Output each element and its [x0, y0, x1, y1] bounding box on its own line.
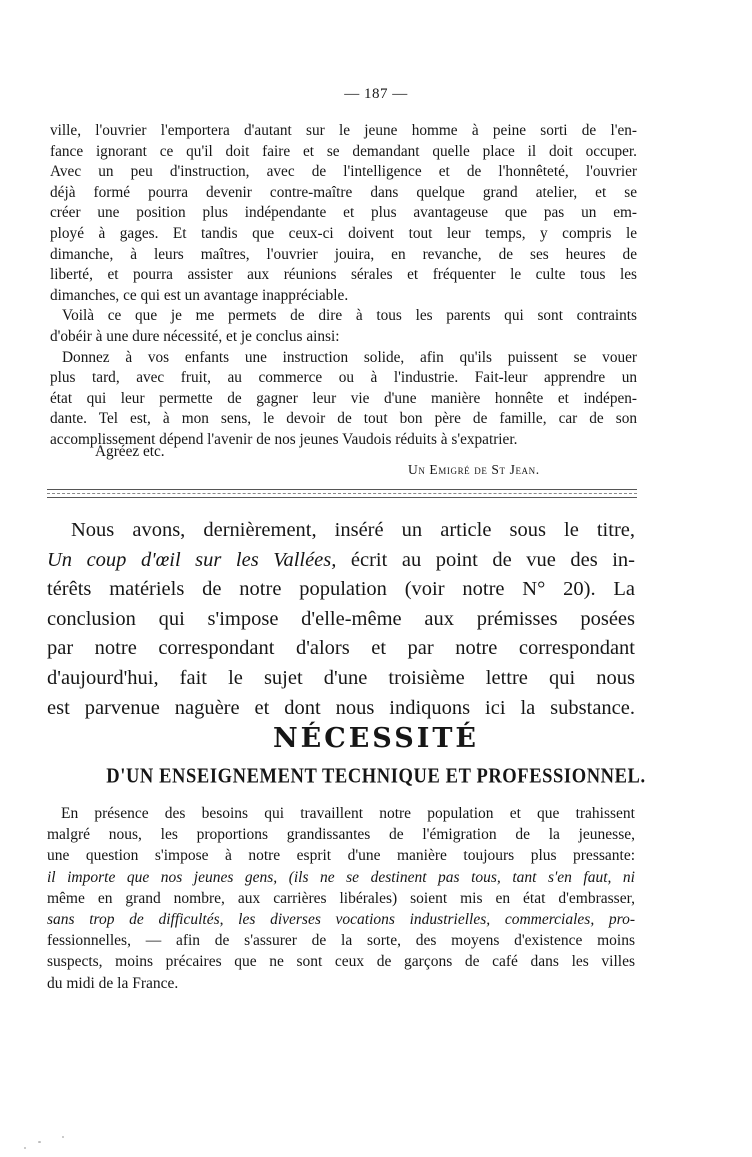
intro-line: térêts matériels de notre population (voir notre N° 20). La	[47, 578, 635, 601]
letter-closing: Agréez etc.	[95, 443, 165, 460]
body-line: malgré nous, les proportions grandissantes de l'émigration de la jeunesse,	[47, 826, 635, 844]
letter-line: ville, l'ouvrier l'emportera d'autant sur le jeune homme à peine sorti de l'en-	[50, 122, 637, 139]
intro-line: Nous avons, dernièrement, inséré un article sous le titre,	[71, 519, 635, 541]
letter-line: plus tard, avec fruit, au commerce ou à l'industrie. Fait-leur apprendre un	[50, 369, 637, 387]
letter-line: liberté, et pourra assister aux réunions sérales et fréquenter le culte tous les	[50, 266, 637, 284]
section-divider	[47, 493, 637, 494]
article-title-italic: Un coup d'œil sur les Vallées,	[47, 548, 337, 571]
paper-speck	[24, 1147, 26, 1149]
paper-speck	[62, 1136, 64, 1138]
body-line: du midi de la France.	[47, 974, 179, 992]
letter-line: accomplissement dépend l'avenir de nos jeunes Vaudois réduits à s'expatrier.	[50, 430, 518, 448]
letter-line: état qui leur permette de gagner leur vie d'une manière honnête et indépen-	[50, 389, 637, 407]
letter-line: ployé à gages. Et tandis que ceux-ci doivent tout leur temps, y compris le	[50, 224, 637, 242]
intro-line-italic: Un coup d'œil sur les Vallées, écrit au point de vue des in-	[47, 548, 635, 571]
letter-line: Voilà ce que je me permets de dire à tous les parents qui sont contraints	[62, 307, 637, 325]
body-line: une question s'impose à notre esprit d'une manière toujours plus pressante:	[47, 847, 635, 865]
paper-speck	[38, 1141, 41, 1143]
intro-line: par notre correspondant d'alors et par notre correspondant	[47, 637, 635, 660]
body-line: même en grand nombre, aux carrières libérales) soient mis en état d'embrasser,	[47, 889, 635, 907]
body-line: sans trop de difficultés, les diverses vocations industrielles, commerciales, pro-	[47, 910, 635, 928]
letter-line: dimanche, à leurs maîtres, l'ouvrier jouira, en revanche, de ses heures de	[50, 245, 637, 263]
intro-line: est parvenue naguère et dont nous indiquons ici la substance.	[47, 696, 635, 719]
editorial-intro	[47, 516, 635, 723]
letter-line: Avec un peu d'instruction, avec de l'intelligence et de l'honnêteté, l'ouvrier	[50, 163, 637, 181]
letter-line: dante. Tel est, à mon sens, le devoir de tout bon père de famille, car de son	[50, 410, 637, 428]
intro-line: d'aujourd'hui, fait le sujet d'une troisième lettre qui nous	[47, 666, 635, 689]
letter-line: dimanches, ce qui est un avantage inappréciable.	[50, 286, 349, 304]
article-title: NÉCESSITÉ	[272, 723, 480, 754]
body-line: suspects, moins précaires que ne sont ceux de garçons de café dans les villes	[47, 953, 635, 971]
intro-line: conclusion qui s'impose d'elle-même aux prémisses posées	[47, 607, 635, 630]
letter-line: d'obéir à une dure nécessité, et je conclus ainsi:	[50, 327, 340, 345]
section-divider	[47, 497, 637, 498]
article-subtitle: D'UN ENSEIGNEMENT TECHNIQUE ET PROFESSIONNEL.	[106, 765, 646, 789]
letter-signature: Un Emigré de St Jean.	[408, 462, 540, 477]
letter-text	[50, 121, 637, 451]
letter-line: créer une position plus indépendante et plus avantageuse que pas un em-	[50, 204, 637, 222]
body-line: il importe que nos jeunes gens, (ils ne se destinent pas tous, tant s'en faut, ni	[47, 868, 635, 886]
body-line: fessionnelles, — afin de s'assurer de la sorte, des moyens d'existence moins	[47, 932, 635, 950]
letter-line: fance ignorant ce qu'il doit faire et se demandant quelle place il doit occuper.	[50, 142, 637, 160]
body-line: En présence des besoins qui travaillent notre population et que trahissent	[61, 805, 635, 822]
article-body	[47, 803, 635, 994]
section-divider	[47, 489, 637, 490]
letter-line: Donnez à vos enfants une instruction solide, afin qu'ils puissent se vouer	[62, 348, 637, 366]
letter-line: déjà formé pourra devenir contre-maître dans quelque grand atelier, et se	[50, 183, 637, 201]
page-number: — 187 —	[344, 86, 408, 102]
